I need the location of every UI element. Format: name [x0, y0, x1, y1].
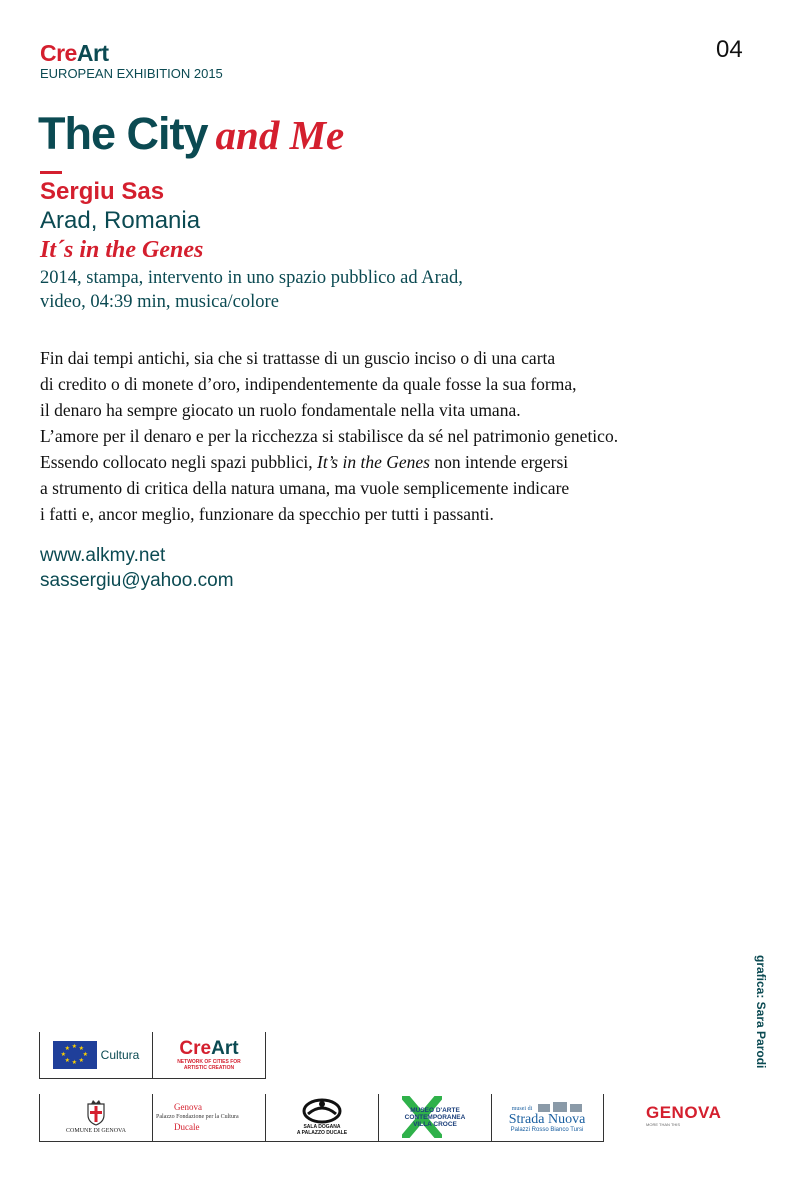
logo-divider: [39, 1078, 266, 1079]
description-line: L’amore per il denaro e per la ricchezza si stabilisce da sé nel patrimonio genetico.: [40, 426, 619, 446]
logo-divider: [491, 1094, 492, 1141]
genova-more-than-this-logo: [646, 1100, 750, 1130]
comune-genova-logo: [44, 1096, 148, 1138]
genova-tagline: MORE THAN THIS: [646, 1121, 681, 1127]
contact: [40, 543, 234, 593]
logo-divider: [152, 1032, 153, 1078]
work-details-line: video, 04:39 min, musica/colore: [40, 292, 279, 312]
villa-croce-line: MUSEO D'ARTE: [410, 1106, 460, 1114]
website-link[interactable]: www.alkmy.net: [40, 545, 166, 566]
logo-divider: [152, 1094, 153, 1141]
creart-logo-cre: Cre: [179, 1038, 212, 1059]
strada-nuova-logo: [495, 1096, 599, 1138]
logo-divider: [603, 1094, 604, 1141]
title-divider: [40, 171, 62, 174]
eu-culture-logo: [44, 1036, 148, 1074]
villa-croce-logo: [400, 1096, 470, 1138]
description-line: di credito o di monete d’oro, indipendentemente da quale fosse la sua forma,: [40, 374, 577, 394]
description-text: Essendo collocato negli spazi pubblici,: [40, 452, 318, 472]
strada-line: Palazzi Rosso Bianco Tursi: [510, 1126, 584, 1133]
logo-divider: [39, 1094, 40, 1141]
work-title: It´s in the Genes: [40, 237, 204, 263]
sala-line: A PALAZZO DUCALE: [296, 1130, 348, 1136]
strada-line: musei di: [511, 1105, 533, 1112]
palazzo-line: Genova: [174, 1102, 202, 1112]
description-text: non intende ergersi: [429, 452, 569, 472]
brand-cre-text: Cre: [40, 40, 77, 66]
strada-line: Strada Nuova: [508, 1111, 586, 1127]
description-line: a strumento di critica della natura umana, ma vuole semplicemente indicare: [40, 478, 570, 498]
genova-wordmark: GENOVA: [646, 1102, 722, 1122]
page-number: 04: [716, 36, 743, 63]
creart-network-logo: [158, 1034, 260, 1076]
logo-divider: [265, 1032, 266, 1078]
creart-logo-art: Art: [211, 1038, 239, 1059]
eu-flag-icon: ★ ★ ★ ★ ★ ★ ★ ★: [53, 1041, 97, 1069]
description-line: Fin dai tempi antichi, sia che si trattasse di un guscio inciso o di una carta: [40, 348, 556, 368]
description-line: i fatti e, ancor meglio, funzionare da specchio per tutti i passanti.: [40, 504, 494, 524]
work-details-line: 2014, stampa, intervento in uno spazio pubblico ad Arad,: [40, 268, 463, 288]
artist-location: Arad, Romania: [40, 207, 201, 234]
creart-tagline-line: NETWORK OF CITIES FOR: [177, 1059, 241, 1065]
logo-divider: [265, 1094, 266, 1141]
creart-logo-wordmark: [179, 1039, 238, 1059]
creart-brand: [40, 40, 109, 67]
genova-crest-icon: [85, 1100, 107, 1126]
creart-tagline: [177, 1059, 241, 1071]
villa-croce-line: VILLA CROCE: [413, 1120, 457, 1128]
page-title: [38, 108, 344, 160]
description: [40, 345, 760, 527]
palazzi-icon: [538, 1102, 582, 1112]
palazzo-ducale-logo: [156, 1098, 262, 1136]
title-main-text: The City: [38, 108, 208, 159]
sala-dogana-text: [297, 1124, 347, 1136]
design-credit: [748, 955, 768, 1070]
palazzo-line: Palazzo Fondazione per la Cultura: [156, 1114, 239, 1120]
description-line: il denaro ha sempre giocato un ruolo fondamentale nella vita umana.: [40, 400, 521, 420]
logo-divider: [378, 1094, 379, 1141]
description-work-title: It’s in the Genes: [317, 452, 430, 472]
villa-croce-line: CONTEMPORANEA: [404, 1113, 466, 1121]
palazzo-line: Ducale: [174, 1122, 200, 1132]
sala-dogana-mark-icon: [300, 1098, 344, 1124]
comune-label: COMUNE DI GENOVA: [66, 1128, 126, 1134]
email-link[interactable]: sassergiu@yahoo.com: [40, 570, 234, 591]
logo-divider: [39, 1032, 40, 1078]
title-accent-text: and Me: [215, 112, 345, 158]
brand-art-text: Art: [76, 40, 109, 66]
description-line: [40, 449, 760, 475]
eu-culture-label: Cultura: [100, 1048, 140, 1062]
brand-subtitle: EUROPEAN EXHIBITION 2015: [40, 66, 223, 81]
sala-line: SALA DOGANA: [303, 1124, 341, 1130]
villa-croce-text: [405, 1107, 466, 1128]
logo-divider: [39, 1141, 604, 1142]
work-details: [40, 266, 660, 314]
design-credit-text: grafica: Sara Parodi: [754, 955, 768, 1069]
artist-name: Sergiu Sas: [40, 178, 165, 205]
creart-tagline-line: ARTISTIC CREATION: [183, 1065, 235, 1071]
sala-dogana-logo: [269, 1096, 375, 1138]
